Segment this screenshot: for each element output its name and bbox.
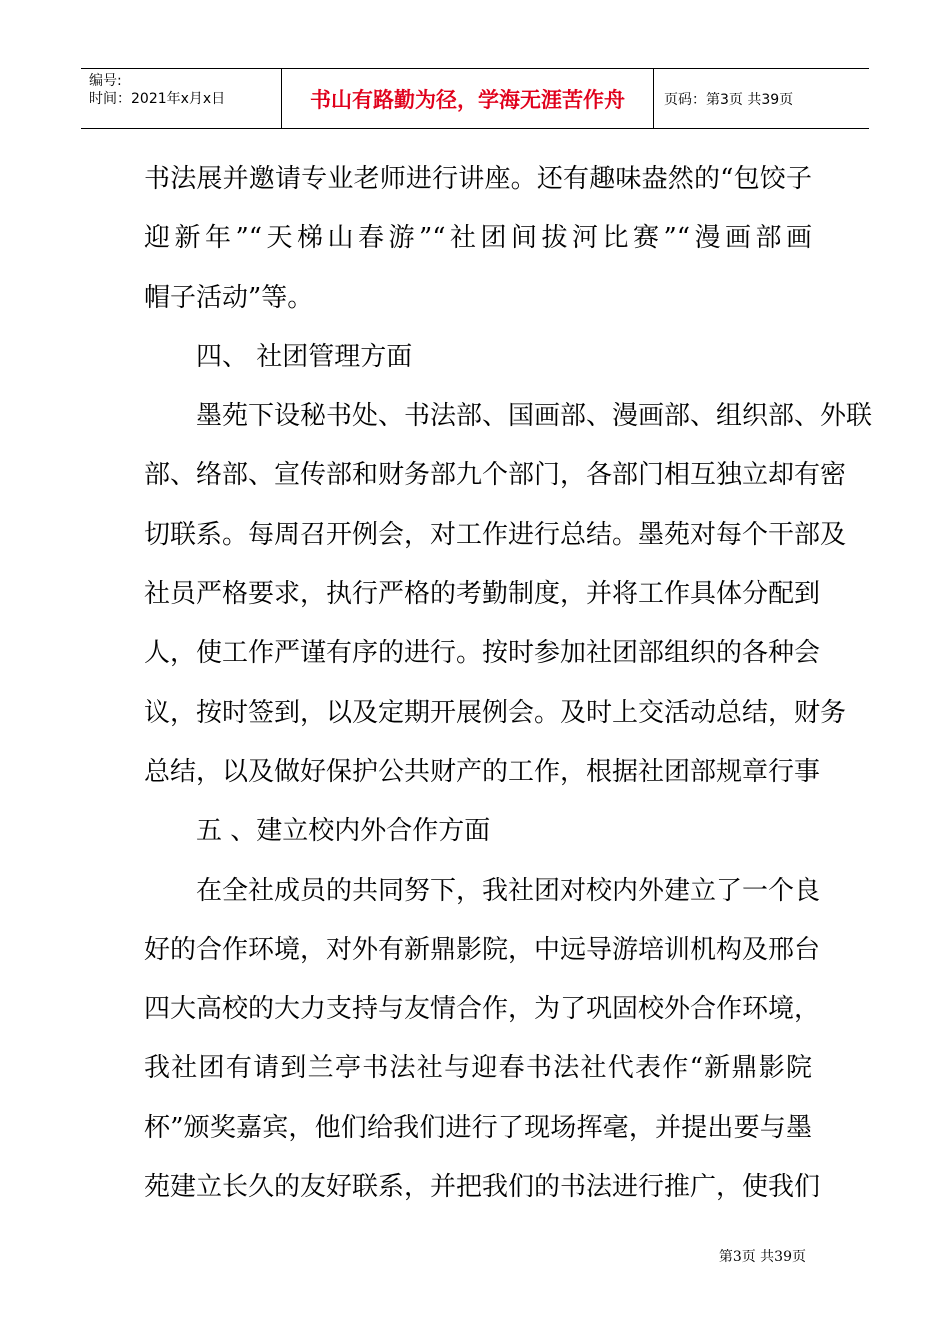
section-heading: 五 、建立校内外合作方面 (196, 816, 491, 847)
page-footer: 第3页 共39页 (718, 1249, 806, 1265)
text-line: 好的合作环境，对外有新鼎影院，中远导游培训机构及邢台 (144, 934, 821, 965)
text-line: 我社团有请到兰亭书法社与迎春书法社代表作“新鼎影院 (144, 1053, 812, 1084)
header-page-info: 页码：第3页 共39页 (664, 91, 794, 108)
text-line: 议，按时签到，以及定期开展例会。及时上交活动总结，财务 (144, 697, 847, 728)
text-line: 墨苑下设秘书处、书法部、国画部、漫画部、组织部、外联 (196, 401, 873, 432)
serial-label: 编号: (89, 73, 122, 89)
text-line: 帽子活动”等。 (144, 282, 314, 313)
text-line: 杯”颁奖嘉宾，他们给我们进行了现场挥毫，并提出要与墨 (144, 1112, 812, 1143)
text-line: 总结，以及做好保护公共财产的工作，根据社团部规章行事 (144, 756, 821, 787)
body-text (144, 150, 873, 1217)
header-meta (81, 69, 282, 128)
page-header (81, 68, 869, 129)
text-line: 书法展并邀请专业老师进行讲座。还有趣味盎然的“包饺子 (144, 164, 812, 194)
text-line: 迎新年”“天梯山春游”“社团间拔河比赛”“漫画部画 (144, 223, 812, 254)
text-line: 切联系。每周召开例会，对工作进行总结。墨苑对每个干部及 (144, 519, 847, 550)
text-line: 四大高校的大力支持与友情合作，为了巩固校外合作环境， (144, 994, 821, 1025)
section-heading: 四、 社团管理方面 (196, 341, 413, 372)
header-motto: 书山有路勤为径，学海无涯苦作舟 (282, 69, 654, 128)
text-line: 部、络部、宣传部和财务部九个部门，各部门相互独立却有密 (144, 460, 847, 491)
text-line: 苑建立长久的友好联系，并把我们的书法进行推广，使我们 (144, 1172, 821, 1203)
time-label: 时间：2021年x月x日 (89, 91, 226, 107)
text-line: 社员严格要求，执行严格的考勤制度，并将工作具体分配到 (144, 579, 821, 610)
text-line: 在全社成员的共同努下，我社团对校内外建立了一个良 (196, 875, 821, 906)
text-line: 人，使工作严谨有序的进行。按时参加社团部组织的各种会 (144, 638, 821, 669)
